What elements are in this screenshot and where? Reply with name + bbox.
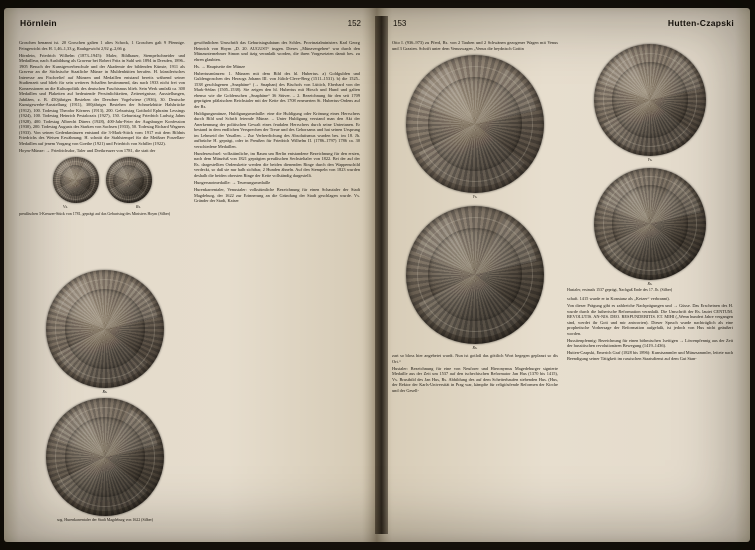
coin-motif: [612, 62, 688, 138]
coin-side-label-obverse: Vs.: [472, 194, 478, 199]
figure-hustaler-right: [567, 44, 733, 293]
figure-caption: preußischen 3-Kreuzer-Stück von 1781, geprägt auf das Geburtstag des Ministers Hoym (Silber): [19, 211, 171, 216]
coin-obverse-large: [46, 270, 164, 388]
coin-motif: [428, 228, 522, 322]
paragraph: Hundeseuchsel: volkstümliche, im Raum um Berlin entstandene Bezeichnung für den ersten, nach dem Münzfuß von 1821 geprägten preußischen Sechsteltaler von 1822. Bei der auf der Rs. dargestellten Ordenskette werden die beiden dienenden Ringe durch den Wappenschild verdeckt, so daß sie nur halb sichtbar, 2 Hunden ähneln. Auf den Stempeln von 1823 wurden deshalb die beiden obersten Ringe der Kette vollständig dargestellt.: [194, 150, 360, 178]
paragraph: schaft. 1415 wurde er in Konstanz als „Ketzer“ verbrannt).: [567, 296, 670, 301]
coin-motif: [60, 165, 91, 196]
right-page-column-1: [392, 40, 558, 395]
coin-side-label-reverse: Rs.: [135, 204, 142, 210]
left-page-column-2: [194, 40, 360, 220]
coin-side-label-obverse: Vs.: [62, 204, 69, 210]
right-page: [377, 8, 750, 542]
left-columns: [4, 40, 377, 220]
figure-magdeburg-taler: [19, 270, 191, 526]
coin-texture: [46, 398, 164, 516]
paragraph: Von dieser Prägung gibt es zahlreiche Nachprägungen und → Güsse. Das Erscheinen des H. wurde durch die lutherische Reformation veranlaßt. Die Umschrift der Rs. lautet CENTUM. REVOLUTIS. AN-NIS. DEO. RESPUNDEBITIS. ET. MIHI („Wenn hundert Jahre vergangen sind, werdet ihr Gott und mir antworten). Dieser Spruch wurde nachträglich als eine prophetische Vorhersage der Reformation aufgefaßt, ist jedoch von Hus nicht geäußert worden.: [567, 303, 733, 336]
paragraph: Hussitenpfennig: Bezeichnung für einen böhmischen 1seitigen → Löwenpfennig aus der Zeit der hussitischen revolutionären Bewegung (1419–1436).: [567, 337, 733, 349]
right-folio: 153: [393, 19, 407, 28]
coin-texture: [406, 55, 544, 193]
paragraph: Groschen benannt ist. 20 Groschen galten 1 altes Schock, 1 Groschen galt 9 Pfennige. Feingewicht des H. 1,46–1,33 g, Rauhgewicht 2,92 g–2,66 g.: [19, 40, 185, 51]
figure-caption: Hustaler, erstmals 1537 geprägt, Nachguß Ende des 17. Jh. (Silber): [567, 288, 673, 292]
coin-texture: [106, 157, 152, 203]
coin-texture: [594, 44, 706, 156]
coin-side-label-obverse: Vs.: [647, 157, 653, 162]
coin-side-label-obverse: Rs.: [102, 389, 108, 394]
coin-side-label-reverse: Rs.: [472, 344, 478, 350]
left-page-column-1: [19, 40, 185, 220]
coin-obverse-large-2: [594, 44, 706, 156]
coin-texture: [46, 270, 164, 388]
coin-texture: [53, 157, 99, 203]
paragraph: Hoym-Münze: → Friedrichsdor, Taler und Dreikreuzer von 1781, die statt der: [19, 147, 156, 153]
coin-motif: [113, 165, 144, 196]
coin-texture: [594, 168, 706, 280]
left-page: [4, 8, 377, 542]
coin-reverse-large-2: [594, 168, 706, 280]
coin-reverse: [106, 157, 152, 203]
coin-motif: [65, 417, 145, 497]
right-page-column-2: [567, 40, 733, 395]
paragraph: Otto I. (936–973) zu Pferd, Rs. von 2 Tauben und 2 Schwänen gezogener Wagen mit Venus und 3 Grazien. Schrift unter dem Venuswagen „Venus die heydnisch Gottin: [392, 40, 558, 51]
coin-obverse-large: [406, 55, 544, 193]
paragraph: Hubertusmünzen: 1. Münzen mit dem Bild des hl. Hubertus. a) Goldgulden und Guldengroschen des Herzogs Johann III. von Jülich-Cleve-Berg (1511–1531). b) die 1525–1538 geschlagenen „Snaphäne“ (→ Snaphan) des Bischofs von Lüttich, Eberhard von der Mark-Sédan (1505–1538). Sie zeigen den hl. Hubertus mit Hirsch und Hund und galten ebenso wie die Goldenschen „Snaphäne“ 36 Stüver. – 2. Bezeichnung für den seit 1709 geprägten pfälzischen Reichstaler mit der Kette des 1708 erneuerten St. Hubertus-Ordens auf der Rs.: [194, 70, 360, 109]
coin-obverse: [53, 157, 99, 203]
paragraph: zart so bloss hier angebetet wardt. Nun ist gotloß das göttlich Wort hegegen geplanzt so dis Ort.“: [392, 353, 558, 364]
left-running-head: Hörnlein: [20, 18, 57, 28]
paragraph: Hutten-Czapski, Emerich Graf (1828 bis 1896): Kunstsammler und Münzsammler, leitete nach Beendigung seiner Tätigkeit im russischen Staatsdienst auf dem Gut Stan-: [567, 350, 733, 361]
paragraph: Hungersnotmedaille: → Teuerungsmedaille: [194, 179, 271, 185]
figure-caption: sog. Hurenkarrentaler der Stadt Magdeburg von 1622 (Silber): [56, 518, 154, 522]
right-columns: [377, 40, 750, 395]
coin-stack: [19, 270, 191, 523]
paragraph: Huldigungsmünze, Huldigungsmedaille: eine die Huldigung oder Krönung eines Herrschers durch Bild und Schrift feiernde Münze. – Unter Huldigung verstand man den Akt der Anerkennung der politischen Gewalt eines feudalen Herrschers durch seine Untertanen. Er bestand in dem endlichen Versprechen der Treue und des Gehorsams und hat seinen Ursprung im Lehnseid der Vasallen. – Zur Verherrlichung des Absolutismus wurden bes. im 18. Jh. aufbrüche H. geprägt, oder in Preußen für Friedrich Wilhelm II. (1786–1797) 1786 ca. 30 verschiedene Medaillen.: [194, 110, 360, 149]
coin-reverse-large: [406, 206, 544, 344]
coin-texture: [406, 206, 544, 344]
figure-hustaler-left: [392, 55, 558, 350]
coin-side-label-reverse: Rs.: [647, 280, 653, 286]
right-running-head: Hutten-Czapski: [667, 18, 734, 28]
coin-reverse-large: [46, 398, 164, 516]
paragraph: Hurenkarrentaler, Venustaler: volkstümliche Bezeichnung für einen Schautaler der Stadt Magdeburg, der 1622 zur Erinnerung an die Gründung der Stadt geschlagen wurde. Vs. Gründer der Stadt, Kaiser: [194, 187, 360, 204]
coin-side-labels: [19, 204, 185, 210]
coin-row: [19, 157, 185, 203]
paragraph: gewöhnlichen Umschrift das Geburtstagsdatum des Schles. Provinzialministers Karl Georg Heinrich von Hoym „D. 20. AUGUST“ trugen. Dieses „Münzvergehen“ war durch den Münzunternehmer Simon und itzig veranlaßt worden, die ihren Vorgesetzten damit bes. zu ehren glaubten.: [194, 40, 360, 62]
left-header-rule: [20, 34, 361, 35]
figure-hoym-coin: [19, 157, 185, 217]
open-book: [4, 8, 751, 542]
right-page-header: [377, 8, 750, 32]
paragraph: Hs. → Hauptseite der Münze: [194, 63, 246, 69]
paragraph: Hörnlein, Friedrich Wilhelm (1873–1945): Maler, Bildhauer, Stempelschneider und Medailleur, nach Ausbildung als Graveur bei Robert Fritz in Suhl seit 1894 in Dresden, 1896–1905 Besuch der Kunstgewerbeschule und der Akademie der bildenden Künste, 1911 als Graveur an die Sächsische Staatliche Münze in Muldenhütten berufen. H. künstlerisches Interesse am Fischrelief auf Münzen und Medaillen entstand bereits während seiner Studienzeit und blieb für sein weiteres Schaffen bestimmend, das nach 1933 nicht frei von Konzessionen an die Kulturpolitik des deutschen Faschismus blieb. Sein Werk umfaßt ca. 300 Medaillen und Plaketten auf bedeutende Persönlichkeiten, Zeitereignisse, Ausstellungen, Jubiläen, z. B. 450jähriges Bestehen der Dresdner Vogelwiese (1936), 30. Deutsche Kunstgewerbe-Ausstellung (1911), 300jähriges Bestehen der Schmelzhütte Halsbrücke (1912), 100. Todestag Theodor Körners (1913), 200. Geburtstag Gotthold Ephraim Lessings (1924), 100. Todestag Heinrich Pestalozzis (1927), 150. Geburtstag Friedrich Ludwig Jahns (1928), 400. Todestag Albrecht Dürers (1928), 400-Jahr-Feier der Augsburger Konfession (1930), 200. Todestag Augusts des Starken von Sachsen (1933), 50. Todestag Richard Wagners (1933). Von seinen Gedenkmünzen entstand die 3-Mark-Stück vom 1917 mit dem Bildnis Friedrichs des Weisen Erwähnung; H. schnitt die Stahlstempel für die Meißner Porzellan-Medaillen auf jenem Vorgang von Goethe (1921) und Friedrich von Schiller (1922).: [19, 52, 185, 146]
coin-motif: [612, 185, 688, 261]
left-folio: 152: [347, 19, 361, 28]
left-page-header: [4, 8, 377, 32]
coin-motif: [65, 289, 145, 369]
right-header-rule: [393, 34, 734, 35]
paragraph: Hustaler: Bezeichnung für eine von Neuforer und Hieronymus Magedeburger signierte Medaille aus der Zeit um 1537 auf den tschechischen Reformator Jan Hus (1370 bis 1415), Vs. Brustbild des Jan Hus, Rs. Abbildung des auf dem Scheiterhaufen stehenden Hus. (Hus, der Rektor der Karls-Universität in Prag war, kämpfte für religiösfende Reformen der Kirche und der Gesell-: [392, 365, 558, 393]
coin-motif: [428, 77, 522, 171]
